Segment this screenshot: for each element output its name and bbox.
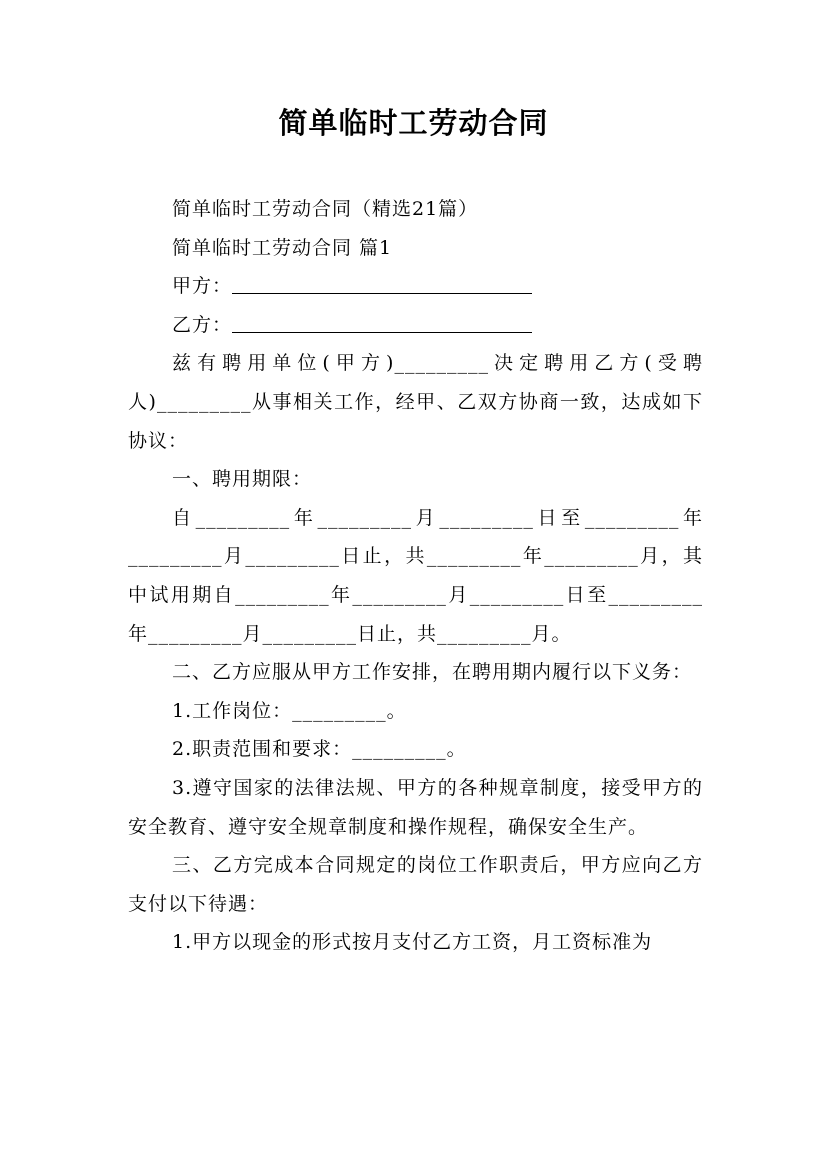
section-2-heading: 二、乙方应服从甲方工作安排，在聘用期内履行以下义务： — [172, 661, 693, 684]
section-3-item-1: 1.甲方以现金的形式按月支付乙方工资，月工资标准为 — [172, 931, 653, 954]
party-a-line — [128, 267, 703, 306]
party-a-blank — [232, 273, 532, 294]
party-b-blank — [232, 312, 532, 333]
section-1-body: 自_________年_________月_________日至_________年_________月_________日止，共_________年_________月，其中试用期自_________年_________月_________日至_________年_________月_________日止，共_________月。 — [128, 506, 703, 645]
party-b-line — [128, 306, 703, 345]
party-a-label: 甲方： — [172, 275, 233, 298]
section-1-heading: 一、聘用期限： — [172, 468, 313, 491]
section-2-item-1: 1.工作岗位：_________。 — [172, 699, 407, 722]
document-title: 简单临时工劳动合同 — [278, 106, 549, 140]
section-3-heading: 三、乙方完成本合同规定的岗位工作职责后，甲方应向乙方支付以下待遇： — [128, 854, 703, 915]
intro-paragraph: 兹有聘用单位(甲方)_________决定聘用乙方(受聘人)_________从事相关工作，经甲、乙双方协商一致，达成如下协议： — [128, 352, 703, 452]
subtitle-line: 简单临时工劳动合同（精选21篇） — [172, 198, 479, 220]
section-2-item-2: 2.职责范围和要求：_________。 — [172, 738, 467, 761]
party-b-label: 乙方： — [172, 313, 233, 336]
section-2-item-3: 3.遵守国家的法律法规、甲方的各种规章制度，接受甲方的安全教育、遵守安全规章制度和操作规程，确保安全生产。 — [128, 776, 703, 838]
article-heading: 简单临时工劳动合同 篇1 — [172, 236, 393, 259]
document-body — [128, 190, 703, 962]
